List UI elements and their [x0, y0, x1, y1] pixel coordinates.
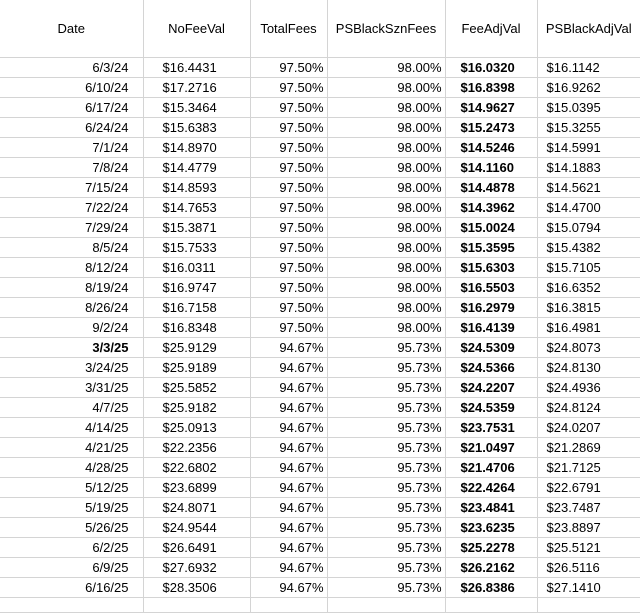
cell-date[interactable]: 8/19/24	[0, 278, 143, 298]
table-row	[0, 418, 640, 438]
cell-totalfees[interactable]: 94.67%	[250, 378, 327, 398]
cell-totalfees[interactable]: 94.67%	[250, 518, 327, 538]
cell-totalfees[interactable]: 97.50%	[250, 98, 327, 118]
cell-feeadjval[interactable]: $15.6303	[445, 258, 537, 278]
cell-date[interactable]: 5/19/25	[0, 498, 143, 518]
cell-nofeeval[interactable]: $25.9182	[143, 398, 250, 418]
cell-psblacksznfees[interactable]: 95.73%	[327, 418, 445, 438]
cell-totalfees[interactable]: 94.67%	[250, 478, 327, 498]
cell-nofeeval[interactable]: $25.0913	[143, 418, 250, 438]
cell-date[interactable]: 6/16/25	[0, 578, 143, 598]
column-header-nofeeval[interactable]: NoFeeVal	[143, 0, 250, 58]
cell-psblacksznfees[interactable]: 95.73%	[327, 478, 445, 498]
cell-date[interactable]: 9/2/24	[0, 318, 143, 338]
cell-psblacksznfees[interactable]: 95.73%	[327, 438, 445, 458]
cell-totalfees[interactable]: 94.67%	[250, 558, 327, 578]
table-row	[0, 498, 640, 518]
table-row	[0, 578, 640, 598]
cell-psblacksznfees[interactable]: 98.00%	[327, 298, 445, 318]
cell-feeadjval[interactable]: $14.9627	[445, 98, 537, 118]
cell-nofeeval[interactable]: $25.5852	[143, 378, 250, 398]
cell-nofeeval[interactable]: $15.6383	[143, 118, 250, 138]
table-row	[0, 518, 640, 538]
column-header-date[interactable]: Date	[0, 0, 143, 58]
cell-feeadjval[interactable]: $23.4841	[445, 498, 537, 518]
cell-feeadjval[interactable]: $15.2473	[445, 118, 537, 138]
cell-feeadjval[interactable]: $14.5246	[445, 138, 537, 158]
table-row	[0, 318, 640, 338]
cell-feeadjval[interactable]: $16.0320	[445, 58, 537, 78]
cell-feeadjval[interactable]: $23.7531	[445, 418, 537, 438]
cell-totalfees[interactable]: 94.67%	[250, 418, 327, 438]
column-header-psblacksznfees[interactable]: PSBlackSznFees	[327, 0, 445, 58]
cell-date[interactable]: 5/26/25	[0, 518, 143, 538]
cell-psblacksznfees[interactable]: 95.73%	[327, 378, 445, 398]
cell-date[interactable]: 6/17/24	[0, 98, 143, 118]
cell-date[interactable]: 4/28/25	[0, 458, 143, 478]
table-row	[0, 258, 640, 278]
cell-psblacksznfees[interactable]: 98.00%	[327, 158, 445, 178]
cell-nofeeval[interactable]: $24.8071	[143, 498, 250, 518]
cell-psblacksznfees[interactable]: 98.00%	[327, 58, 445, 78]
cell-nofeeval[interactable]: $25.9129	[143, 338, 250, 358]
cell-feeadjval[interactable]: $24.5309	[445, 338, 537, 358]
cell-feeadjval[interactable]: $16.4139	[445, 318, 537, 338]
cell-psblackadjval[interactable]: $24.4936	[537, 378, 640, 398]
cell-date[interactable]: 6/9/25	[0, 558, 143, 578]
cell-totalfees[interactable]: 94.67%	[250, 438, 327, 458]
cell-psblackadjval[interactable]: $16.1142	[537, 58, 640, 78]
cell-nofeeval[interactable]: $17.2716	[143, 78, 250, 98]
cell-nofeeval[interactable]: $14.4779	[143, 158, 250, 178]
cell-psblacksznfees[interactable]: 98.00%	[327, 78, 445, 98]
table-row	[0, 278, 640, 298]
cell-feeadjval[interactable]: $24.5366	[445, 358, 537, 378]
cell-psblackadjval[interactable]: $14.4700	[537, 198, 640, 218]
cell-date[interactable]: 8/12/24	[0, 258, 143, 278]
cell-psblackadjval[interactable]: $21.2869	[537, 438, 640, 458]
cell-psblackadjval[interactable]: $14.5621	[537, 178, 640, 198]
cell-feeadjval[interactable]: $24.5359	[445, 398, 537, 418]
table-row	[0, 118, 640, 138]
cell-psblacksznfees[interactable]: 95.73%	[327, 558, 445, 578]
cell-totalfees[interactable]: 97.50%	[250, 258, 327, 278]
cell-totalfees[interactable]: 94.67%	[250, 458, 327, 478]
table-row	[0, 358, 640, 378]
cell-feeadjval[interactable]: $21.4706	[445, 458, 537, 478]
table-row	[0, 478, 640, 498]
cell-psblackadjval[interactable]: $15.3255	[537, 118, 640, 138]
column-header-totalfees[interactable]: TotalFees	[250, 0, 327, 58]
table-row	[0, 378, 640, 398]
cell-psblackadjval[interactable]: $15.0794	[537, 218, 640, 238]
cell-nofeeval[interactable]: $15.7533	[143, 238, 250, 258]
cell-psblackadjval[interactable]: $16.3815	[537, 298, 640, 318]
cell-date[interactable]: 3/24/25	[0, 358, 143, 378]
cell-feeadjval[interactable]: $15.3595	[445, 238, 537, 258]
cell-psblacksznfees[interactable]: 98.00%	[327, 118, 445, 138]
cell-nofeeval[interactable]: $23.6899	[143, 478, 250, 498]
column-header-psblackadjval[interactable]: PSBlackAdjVal	[537, 0, 640, 58]
cell-totalfees[interactable]: 94.67%	[250, 358, 327, 378]
cell-psblacksznfees[interactable]: 95.73%	[327, 518, 445, 538]
cell-psblackadjval[interactable]: $14.5991	[537, 138, 640, 158]
cell-psblacksznfees[interactable]: 98.00%	[327, 278, 445, 298]
cell-feeadjval[interactable]: $16.5503	[445, 278, 537, 298]
cell-psblacksznfees[interactable]: 98.00%	[327, 138, 445, 158]
cell-feeadjval[interactable]: $26.2162	[445, 558, 537, 578]
cell-totalfees[interactable]: 97.50%	[250, 238, 327, 258]
cell-psblackadjval[interactable]: $16.6352	[537, 278, 640, 298]
cell-psblacksznfees[interactable]: 95.73%	[327, 578, 445, 598]
cell-psblacksznfees[interactable]: 95.73%	[327, 498, 445, 518]
cell-psblacksznfees[interactable]: 98.00%	[327, 258, 445, 278]
cell-nofeeval[interactable]: $14.8593	[143, 178, 250, 198]
cell-psblackadjval[interactable]: $26.5116	[537, 558, 640, 578]
cell-nofeeval[interactable]: $22.2356	[143, 438, 250, 458]
cell-psblacksznfees[interactable]: 98.00%	[327, 198, 445, 218]
cell-date[interactable]: 6/2/25	[0, 538, 143, 558]
cell-nofeeval[interactable]: $14.7653	[143, 198, 250, 218]
cell-date[interactable]: 6/24/24	[0, 118, 143, 138]
cell-psblackadjval[interactable]: $16.9262	[537, 78, 640, 98]
cell-feeadjval[interactable]: $23.6235	[445, 518, 537, 538]
cell-feeadjval[interactable]: $16.8398	[445, 78, 537, 98]
cell-psblackadjval[interactable]: $24.8073	[537, 338, 640, 358]
cell-date[interactable]: 6/10/24	[0, 78, 143, 98]
empty-cell[interactable]	[0, 598, 143, 613]
cell-psblackadjval[interactable]: $22.6791	[537, 478, 640, 498]
cell-feeadjval[interactable]: $14.1160	[445, 158, 537, 178]
cell-feeadjval[interactable]: $14.4878	[445, 178, 537, 198]
cell-totalfees[interactable]: 97.50%	[250, 118, 327, 138]
cell-totalfees[interactable]: 94.67%	[250, 578, 327, 598]
table-row	[0, 338, 640, 358]
cell-date[interactable]: 8/5/24	[0, 238, 143, 258]
cell-psblacksznfees[interactable]: 98.00%	[327, 178, 445, 198]
cell-totalfees[interactable]: 97.50%	[250, 318, 327, 338]
table-row	[0, 398, 640, 418]
cell-nofeeval[interactable]: $26.6491	[143, 538, 250, 558]
cell-totalfees[interactable]: 94.67%	[250, 398, 327, 418]
cell-feeadjval[interactable]: $22.4264	[445, 478, 537, 498]
cell-totalfees[interactable]: 97.50%	[250, 158, 327, 178]
cell-date[interactable]: 4/7/25	[0, 398, 143, 418]
cell-feeadjval[interactable]: $15.0024	[445, 218, 537, 238]
cell-psblacksznfees[interactable]: 98.00%	[327, 98, 445, 118]
cell-date[interactable]: 7/8/24	[0, 158, 143, 178]
cell-psblackadjval[interactable]: $15.4382	[537, 238, 640, 258]
cell-feeadjval[interactable]: $16.2979	[445, 298, 537, 318]
empty-cell[interactable]	[143, 598, 250, 613]
cell-nofeeval[interactable]: $22.6802	[143, 458, 250, 478]
cell-date[interactable]: 5/12/25	[0, 478, 143, 498]
cell-feeadjval[interactable]: $21.0497	[445, 438, 537, 458]
cell-psblackadjval[interactable]: $27.1410	[537, 578, 640, 598]
cell-date[interactable]: 7/22/24	[0, 198, 143, 218]
cell-nofeeval[interactable]: $28.3506	[143, 578, 250, 598]
cell-nofeeval[interactable]: $16.4431	[143, 58, 250, 78]
cell-psblackadjval[interactable]: $15.0395	[537, 98, 640, 118]
cell-psblackadjval[interactable]: $21.7125	[537, 458, 640, 478]
table-row	[0, 538, 640, 558]
cell-date[interactable]: 7/29/24	[0, 218, 143, 238]
cell-psblackadjval[interactable]: $14.1883	[537, 158, 640, 178]
cell-date[interactable]: 7/1/24	[0, 138, 143, 158]
cell-date[interactable]: 7/15/24	[0, 178, 143, 198]
cell-psblacksznfees[interactable]: 98.00%	[327, 238, 445, 258]
cell-nofeeval[interactable]: $15.3464	[143, 98, 250, 118]
cell-psblacksznfees[interactable]: 95.73%	[327, 358, 445, 378]
cell-psblacksznfees[interactable]: 98.00%	[327, 218, 445, 238]
cell-totalfees[interactable]: 97.50%	[250, 278, 327, 298]
empty-cell[interactable]	[250, 598, 327, 613]
cell-psblackadjval[interactable]: $25.5121	[537, 538, 640, 558]
cell-feeadjval[interactable]: $26.8386	[445, 578, 537, 598]
cell-psblackadjval[interactable]: $24.8124	[537, 398, 640, 418]
cell-psblackadjval[interactable]: $24.0207	[537, 418, 640, 438]
cell-psblackadjval[interactable]: $23.7487	[537, 498, 640, 518]
cell-nofeeval[interactable]: $16.0311	[143, 258, 250, 278]
cell-feeadjval[interactable]: $14.3962	[445, 198, 537, 218]
cell-totalfees[interactable]: 97.50%	[250, 178, 327, 198]
table-row	[0, 558, 640, 578]
cell-nofeeval[interactable]: $24.9544	[143, 518, 250, 538]
table-row	[0, 138, 640, 158]
cell-nofeeval[interactable]: $16.9747	[143, 278, 250, 298]
empty-cell[interactable]	[445, 598, 537, 613]
cell-psblackadjval[interactable]: $16.4981	[537, 318, 640, 338]
table-row	[0, 238, 640, 258]
cell-totalfees[interactable]: 97.50%	[250, 78, 327, 98]
cell-totalfees[interactable]: 94.67%	[250, 538, 327, 558]
table-row	[0, 58, 640, 78]
cell-totalfees[interactable]: 97.50%	[250, 198, 327, 218]
table-row	[0, 218, 640, 238]
cell-date[interactable]: 3/3/25	[0, 338, 143, 358]
table-row	[0, 438, 640, 458]
cell-psblacksznfees[interactable]: 95.73%	[327, 458, 445, 478]
table-row	[0, 158, 640, 178]
cell-totalfees[interactable]: 94.67%	[250, 498, 327, 518]
cell-totalfees[interactable]: 97.50%	[250, 138, 327, 158]
empty-row	[0, 598, 640, 613]
cell-psblacksznfees[interactable]: 95.73%	[327, 538, 445, 558]
cell-psblackadjval[interactable]: $23.8897	[537, 518, 640, 538]
table-row	[0, 78, 640, 98]
cell-psblacksznfees[interactable]: 95.73%	[327, 338, 445, 358]
cell-feeadjval[interactable]: $24.2207	[445, 378, 537, 398]
table-row	[0, 458, 640, 478]
cell-psblacksznfees[interactable]: 95.73%	[327, 398, 445, 418]
cell-totalfees[interactable]: 97.50%	[250, 298, 327, 318]
cell-nofeeval[interactable]: $15.3871	[143, 218, 250, 238]
cell-totalfees[interactable]: 97.50%	[250, 218, 327, 238]
header-row	[0, 0, 640, 58]
cell-date[interactable]: 4/14/25	[0, 418, 143, 438]
cell-psblackadjval[interactable]: $15.7105	[537, 258, 640, 278]
cell-nofeeval[interactable]: $14.8970	[143, 138, 250, 158]
table-row	[0, 98, 640, 118]
table-row	[0, 198, 640, 218]
cell-totalfees[interactable]: 97.50%	[250, 58, 327, 78]
cell-psblacksznfees[interactable]: 98.00%	[327, 318, 445, 338]
cell-nofeeval[interactable]: $16.7158	[143, 298, 250, 318]
cell-date[interactable]: 3/31/25	[0, 378, 143, 398]
table-row	[0, 178, 640, 198]
cell-date[interactable]: 8/26/24	[0, 298, 143, 318]
table-row	[0, 298, 640, 318]
cell-nofeeval[interactable]: $27.6932	[143, 558, 250, 578]
cell-nofeeval[interactable]: $16.8348	[143, 318, 250, 338]
cell-date[interactable]: 4/21/25	[0, 438, 143, 458]
empty-cell[interactable]	[537, 598, 640, 613]
cell-feeadjval[interactable]: $25.2278	[445, 538, 537, 558]
cell-psblackadjval[interactable]: $24.8130	[537, 358, 640, 378]
column-header-feeadjval[interactable]: FeeAdjVal	[445, 0, 537, 58]
cell-totalfees[interactable]: 94.67%	[250, 338, 327, 358]
table-body	[0, 58, 640, 613]
empty-cell[interactable]	[327, 598, 445, 613]
cell-nofeeval[interactable]: $25.9189	[143, 358, 250, 378]
cell-date[interactable]: 6/3/24	[0, 58, 143, 78]
